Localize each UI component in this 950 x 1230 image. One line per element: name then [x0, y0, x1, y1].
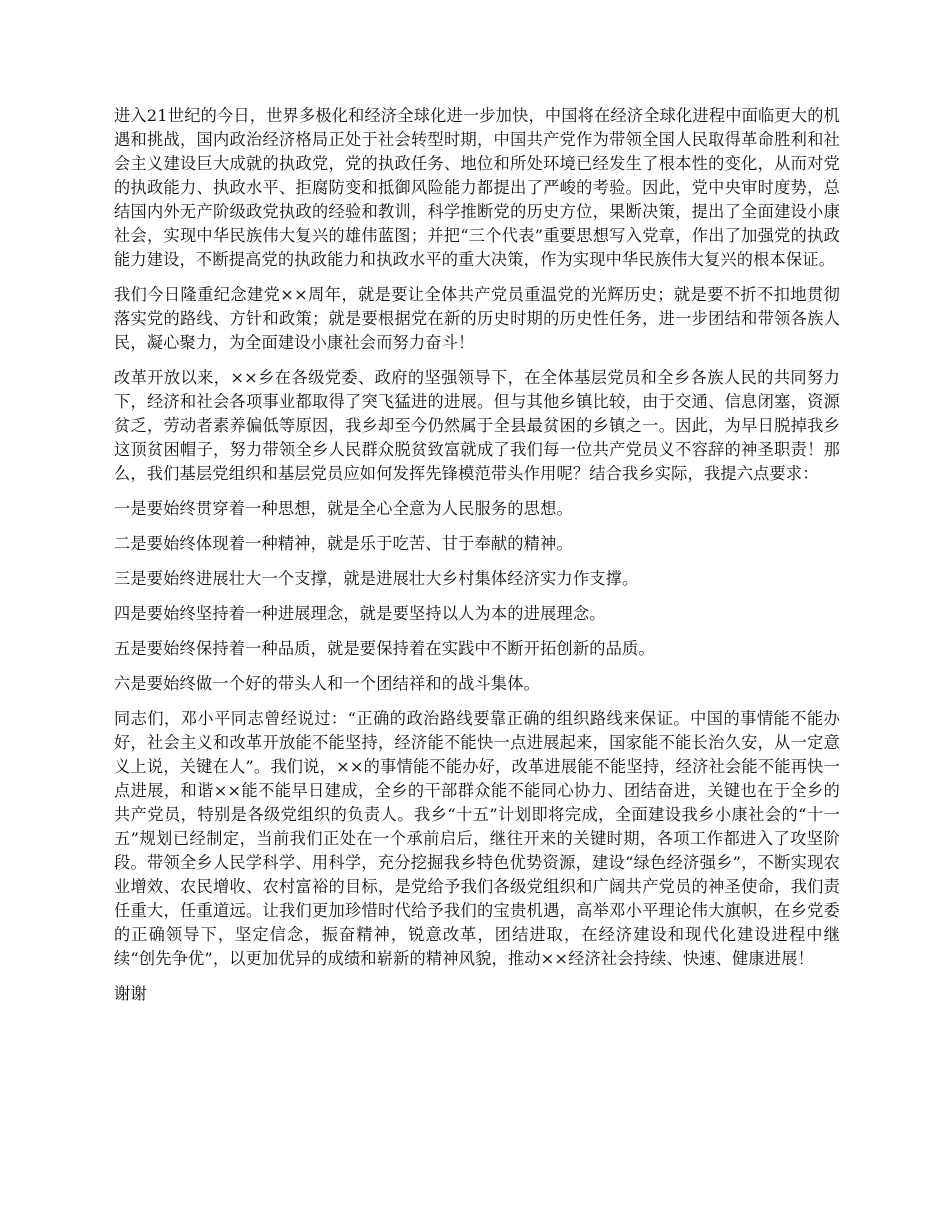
paragraph-reform: 改革开放以来，××乡在各级党委、政府的坚强领导下，在全体基层党员和全乡各族人民的共同努力下，经济和社会各项事业都取得了突飞猛进的进展。但与其他乡镇比较，由于交通、信息闭塞，资源贫乏，劳动者素养偏低等原因，我乡却至今仍然属于全县最贫困的乡镇之一。因此，为早日脱掉我乡这顶贫困帽子，努力带领全乡人民群众脱贫致富就成了我们每一位共产党员义不容辞的神圣职责！那么，我们基层党组织和基层党员应如何发挥先锋模范带头作用呢？结合我乡实际，我提六点要求：: [114, 368, 840, 483]
document-body: [114, 104, 840, 1017]
requirement-3: 三是要始终进展壮大一个支撑，就是进展壮大乡村集体经济实力作支撑。: [114, 569, 639, 588]
requirement-6: 六是要始终做一个好的带头人和一个团结祥和的战斗集体。: [114, 674, 541, 693]
requirement-2: 二是要始终体现着一种精神，就是乐于吃苦、甘于奉献的精神。: [114, 534, 573, 553]
requirement-5: 五是要始终保持着一种品质，就是要保持着在实践中不断开拓创新的品质。: [114, 639, 655, 658]
paragraph-closing: 同志们，邓小平同志曾经说过：“正确的政治路线要靠正确的组织路线来保证。中国的事情能不能办好，社会主义和改革开放能不能坚持，经济能不能快一点进展起来，国家能不能长治久安，从一定意义上说，关键在人”。我们说，××的事情能不能办好，改革进展能不能坚持，经济社会能不能再快一点进展，和谐××能不能早日建成，全乡的干部群众能不能同心协力、团结奋进，关键也在于全乡的共产党员，特别是各级党组织的负责人。我乡“十五”计划即将完成，全面建设我乡小康社会的“十一五”规划已经制定，当前我们正处在一个承前启后，继往开来的关键时期，各项工作都进入了攻坚阶段。带领全乡人民学科学、用科学，充分挖掘我乡特色优势资源，建设“绿色经济强乡”，不断实现农业增效、农民增收、农村富裕的目标，是党给予我们各级党组织和广阔共产党员的神圣使命，我们责任重大，任重道远。让我们更加珍惜时代给予我们的宝贵机遇，高举邓小平理论伟大旗帜，在乡党委的正确领导下，坚定信念，振奋精神，锐意改革，团结进取，在经济建设和现代化建设进程中继续“创先争优”，以更加优异的成绩和崭新的精神风貌，推动××经济社会持续、快速、健康进展！: [114, 709, 840, 968]
paragraph-thanks: 谢谢: [114, 984, 147, 1003]
requirement-4: 四是要始终坚持着一种进展理念，就是要坚持以人为本的进展理念。: [114, 604, 606, 623]
requirement-1: 一是要始终贯穿着一种思想，就是全心全意为人民服务的思想。: [114, 499, 573, 518]
paragraph-intro: 进入21世纪的今日，世界多极化和经济全球化进一步加快，中国将在经济全球化进程中面临更大的机遇和挑战，国内政治经济格局正处于社会转型时期，中国共产党作为带领全国人民取得革命胜利和社会主义建设巨大成就的执政党，党的执政任务、地位和所处环境已经发生了根本性的变化，从而对党的执政能力、执政水平、拒腐防变和抵御风险能力都提出了严峻的考验。因此，党中央审时度势，总结国内外无产阶级政党执政的经验和教训，科学推断党的历史方位，果断决策，提出了全面建设小康社会，实现中华民族伟大复兴的雄伟蓝图；并把“三个代表”重要思想写入党章，作出了加强党的执政能力建设，不断提高党的执政能力和执政水平的重大决策，作为实现中华民族伟大复兴的根本保证。: [114, 106, 840, 269]
paragraph-anniversary: 我们今日隆重纪念建党××周年，就是要让全体共产党员重温党的光辉历史；就是要不折不扣地贯彻落实党的路线、方针和政策；就是要根据党在新的历史时期的历史性任务，进一步团结和带领各族人民，凝心聚力，为全面建设小康社会而努力奋斗！: [114, 285, 840, 352]
